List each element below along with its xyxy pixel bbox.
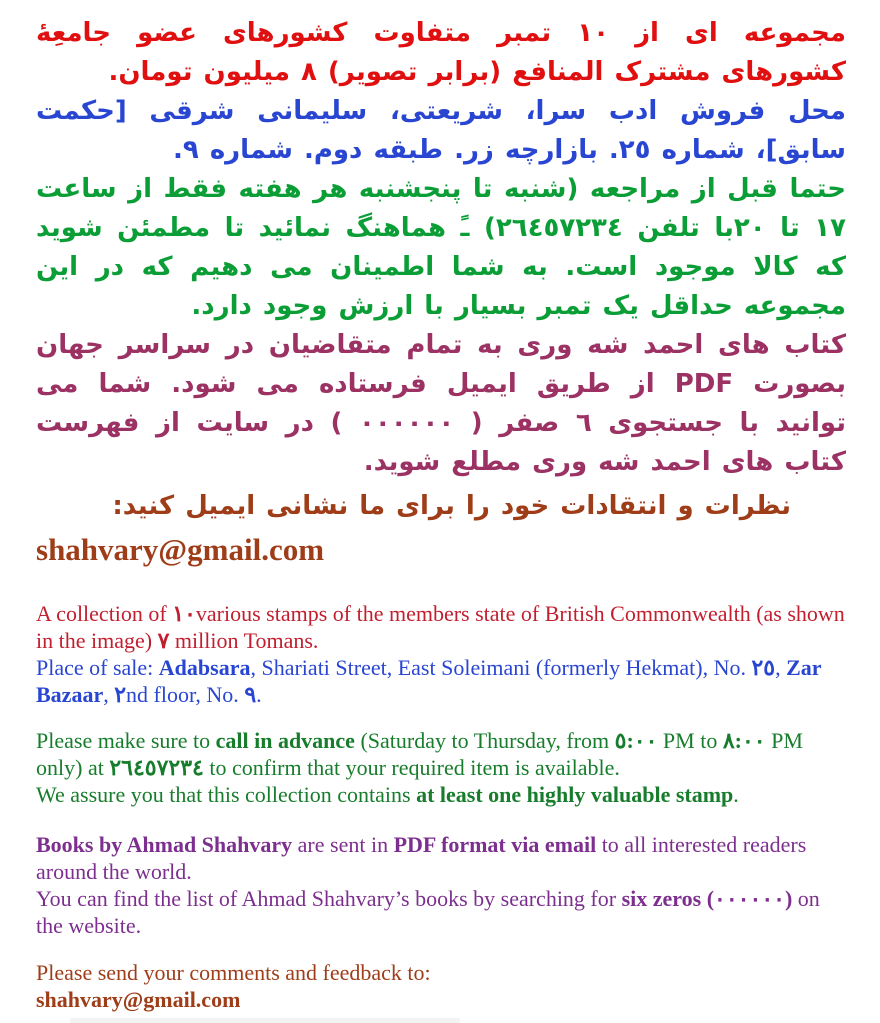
fa-collection-paragraph: مجموعه ای از ١٠ تمبر متفاوت کشورهای عضو جامعِهٔ کشورهای مشترک المنافع (برابر تصویر) ٨ میلیون تومان. (36, 18, 847, 87)
fa-feedback-paragraph: نظرات و انتقادات خود را برای ما نشانی ایمیل کنید: (112, 491, 791, 521)
fa-books-paragraph: کتاب های احمد شه وری به تمام متقاضیان در سراسر جهان بصورت PDF از طریق ایمیل فرستاده می شود. شما می توانید با جستجوی ٦ صفر ( ٠٠٠٠٠٠ ) در سایت از فهرست کتاب های احمد شه وری مطلع شوید. (36, 330, 846, 477)
en-collection-paragraph: A collection of ١٠various stamps of the members state of British Commonwealth (as shown in the image) ٧ million Tomans. (36, 601, 845, 653)
en-assurance-paragraph: We assure you that this collection contains at least one highly valuable stamp. (36, 782, 739, 807)
en-books-paragraph: Books by Ahmad Shahvary are sent in PDF format via email to all interested readers around the world. (36, 832, 807, 884)
fa-call-notice-paragraph: حتما قبل از مراجعه (شنبه تا پنجشنبه هر هفته فقط از ساعت ١٧ تا ٢٠با تلفن ٢٦٤٥٧٢٣٤) ـً هماهنگ نمائید تا مطمئن شوید که کالا موجود است. به شما اطمینان می دهیم که در این مجموعه حداقل یک تمبر بسیار با ارزش وجود دارد. (36, 174, 846, 321)
en-location-paragraph: Place of sale: Adabsara, Shariati Street, East Soleimani (formerly Hekmat), No. ٢٥, Zar Bazaar, ٢nd floor, No. ٩. (36, 655, 822, 707)
cutoff-line-artifact (70, 1018, 460, 1023)
en-search-paragraph: You can find the list of Ahmad Shahvary’s books by searching for six zeros (٠٠٠٠٠٠) on the website. (36, 886, 820, 938)
en-call-notice-paragraph: Please make sure to call in advance (Saturday to Thursday, from ٥:٠٠ PM to ٨:٠٠ PM only) at ٢٦٤٥٧٢٣٤ to confirm that your required item is available. (36, 728, 803, 780)
contact-email-top: shahvary@gmail.com (36, 532, 325, 567)
en-feedback-label: Please send your comments and feedback to: (36, 960, 431, 985)
contact-email-bottom: shahvary@gmail.com (36, 987, 241, 1012)
fa-location-paragraph: محل فروش ادب سرا، شریعتی، سلیمانی شرقی [حکمت سابق]، شماره ٢٥. بازارچه زر. طبقه دوم. شماره ٩. (36, 96, 846, 165)
